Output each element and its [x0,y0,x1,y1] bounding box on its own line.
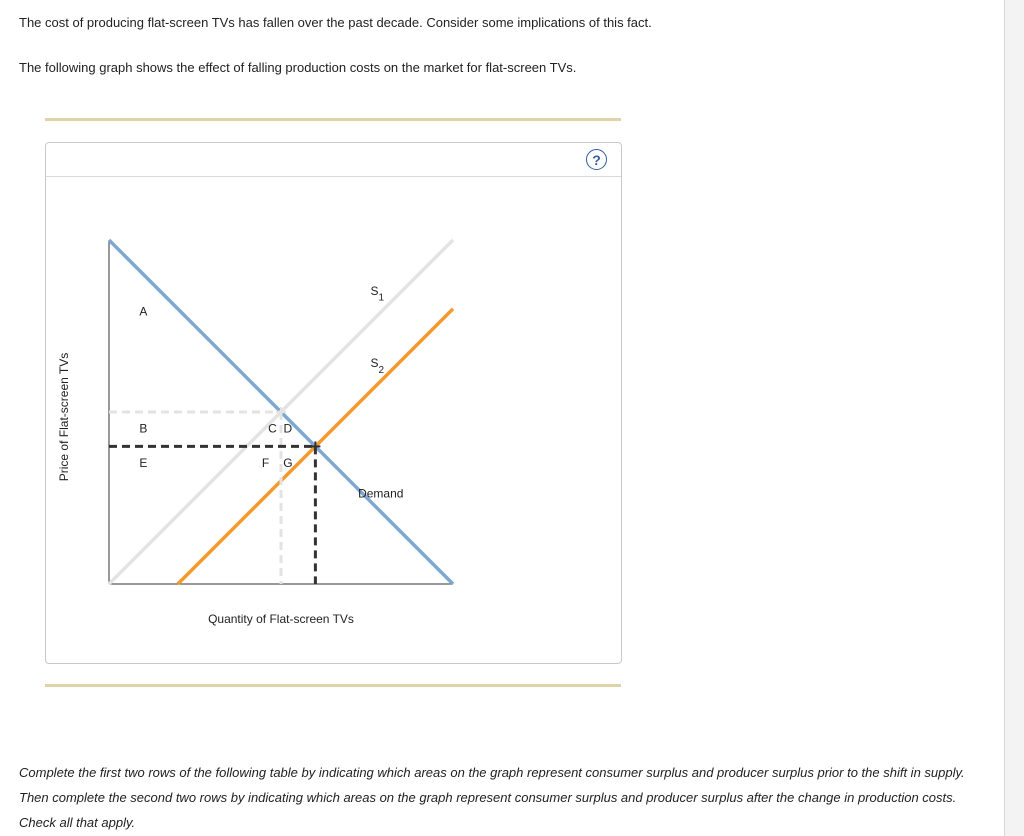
curve-label-demand: Demand [358,486,404,501]
area-label-d: D [283,421,293,436]
curve-label-subscript: 2 [378,364,385,376]
intro-text-1: The cost of producing flat-screen TVs has fallen over the past decade. Consider some implications of this fact. [19,15,652,30]
curve-label-s2: $S_2$ [370,356,385,376]
bottom-divider [45,684,621,687]
intro-text-2: The following graph shows the effect of falling production costs on the market for flat-screen TVs. [19,60,577,75]
instructions-text: Complete the first two rows of the following table by indicating which areas on the graph represent consumer surplus and producer surplus prior to the shift in supply. Then complete the second two rows by indicating which areas on the graph represent consumer surplus and producer surplus after the change in production costs. Check all that apply. [19,765,965,830]
area-label-e: E [139,455,148,470]
curve-label-subscript: 1 [378,292,385,304]
y-axis-label: Price of Flat-screen TVs [57,352,71,482]
area-label-f: F [261,455,270,470]
area-label-c: C [268,421,277,436]
area-label-b: B [139,421,148,436]
curve-label-s1: $S_1$ [370,283,385,304]
area-label-a: A [139,304,148,319]
x-axis-label: Quantity of Flat-screen TVs [208,612,354,627]
area-label-g: G [283,455,293,470]
help-button[interactable]: ? [586,149,607,170]
